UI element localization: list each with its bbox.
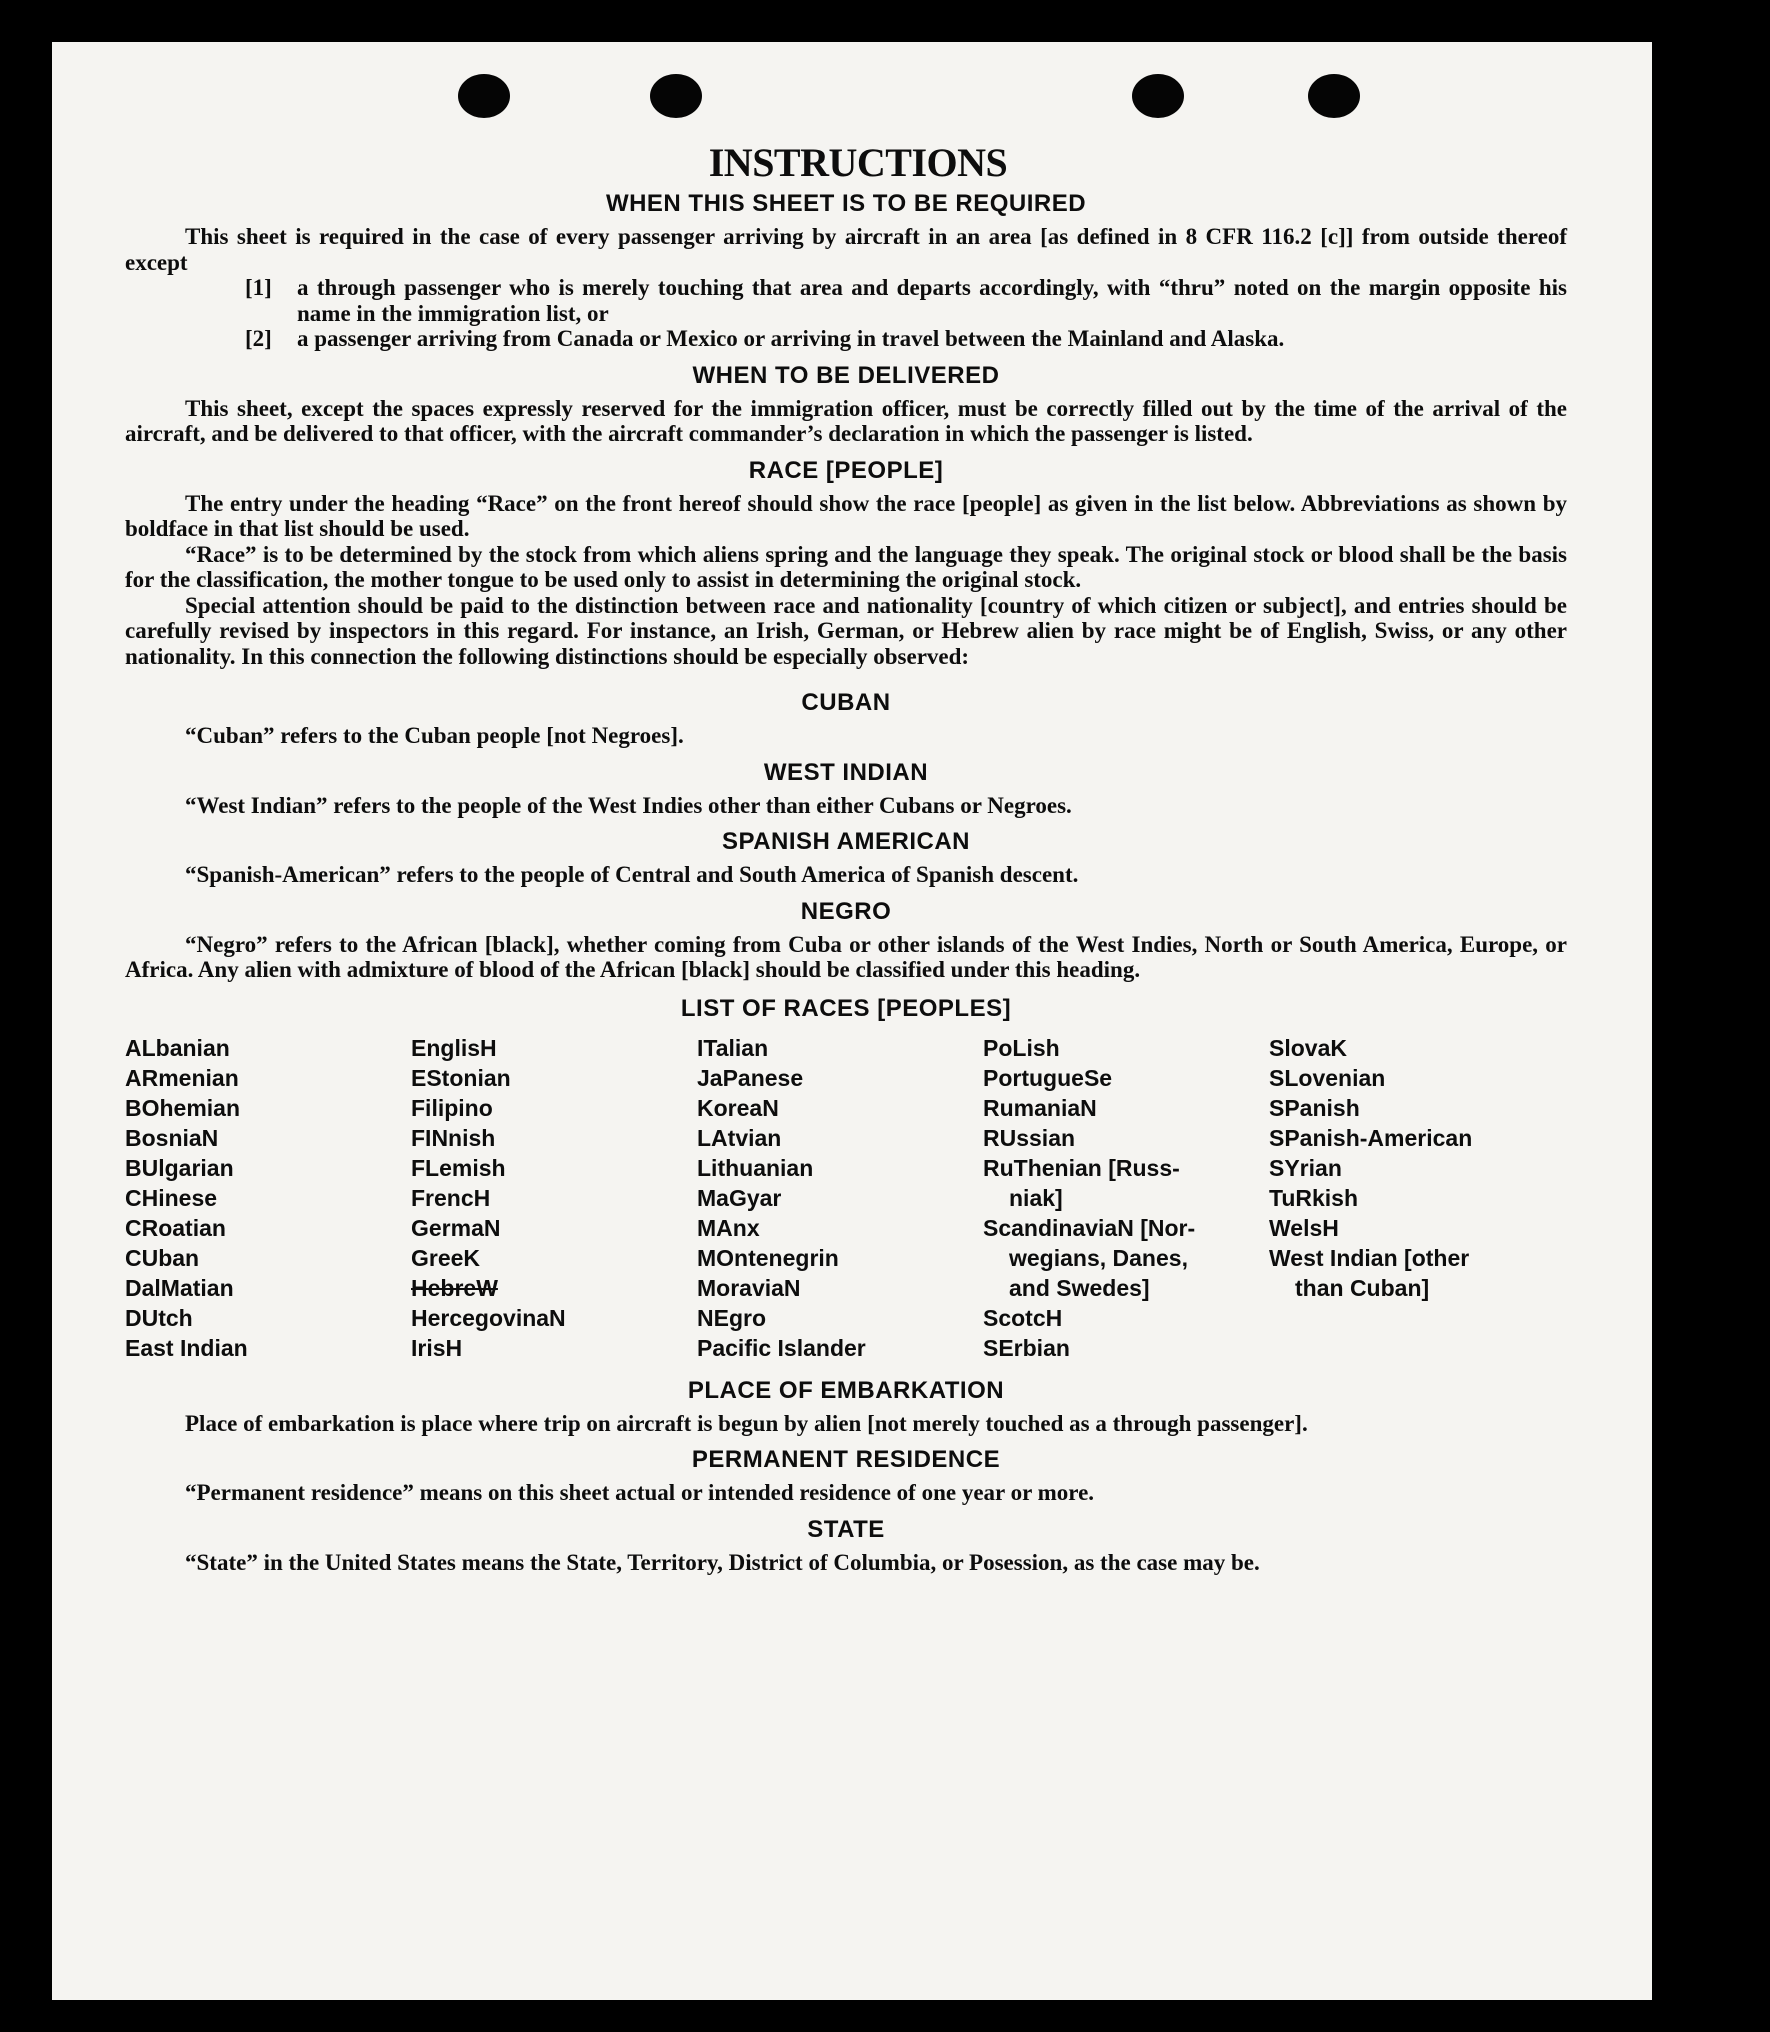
paragraph-when-delivered: This sheet, except the spaces expressly reserved for the immigration officer, must be correctly filled out by the time of the arrival of the aircraft, and be delivered to that officer, with the aircraft commander’s declaration in which the passenger is listed. bbox=[125, 395, 1567, 446]
exception-item-1 bbox=[125, 275, 1567, 326]
paragraph-embarkation: Place of embarkation is place where trip on aircraft is begun by alien [not merely touched as a through passenger]. bbox=[185, 1410, 1308, 1436]
race-item: RuThenian [Russ- bbox=[983, 1154, 1180, 1181]
paragraph-state: “State” in the United States means the State, Territory, District of Columbia, or Posession, as the case may be. bbox=[185, 1549, 1260, 1575]
races-list bbox=[125, 1033, 1567, 1363]
race-item: FINnish bbox=[411, 1124, 496, 1151]
race-item: MAnx bbox=[697, 1214, 760, 1241]
paragraph-negro: “Negro” refers to the African [black], whether coming from Cuba or other islands of the West Indies, North or South America, Europe, or Africa. Any alien with admixture of blood of the African [black] should be classified under this heading. bbox=[125, 931, 1567, 982]
race-item: GreeK bbox=[411, 1244, 481, 1271]
race-item: ScandinaviaN [Nor- bbox=[983, 1214, 1196, 1241]
paragraph-race-2: “Race” is to be determined by the stock from which aliens spring and the language they speak. The original stock or blood shall be the basis for the classification, the mother tongue to be used only to assist in determining the original stock. bbox=[125, 541, 1567, 592]
heading-race: RACE [PEOPLE] bbox=[748, 456, 944, 484]
race-item: ALbanian bbox=[125, 1034, 230, 1061]
item-number: [2] bbox=[245, 326, 272, 351]
item-text: a passenger arriving from Canada or Mexico or arriving in travel between the Mainland and Alaska. bbox=[297, 326, 1285, 351]
race-item: CRoatian bbox=[125, 1214, 226, 1241]
race-item: DUtch bbox=[125, 1304, 193, 1331]
race-item: West Indian [other bbox=[1269, 1244, 1470, 1271]
heading-cuban: CUBAN bbox=[801, 689, 891, 716]
races-column-1 bbox=[125, 1033, 411, 1363]
race-item: SErbian bbox=[983, 1334, 1070, 1361]
races-column-3 bbox=[697, 1033, 983, 1363]
exception-item-2 bbox=[125, 326, 1567, 352]
race-item-continued: niak] bbox=[1009, 1184, 1063, 1211]
punch-hole bbox=[1132, 74, 1184, 118]
race-item: FrencH bbox=[411, 1184, 491, 1211]
race-item: FLemish bbox=[411, 1154, 506, 1181]
heading-embarkation: PLACE OF EMBARKATION bbox=[687, 1376, 1005, 1404]
race-item: Pacific Islander bbox=[697, 1334, 866, 1361]
race-item: NEgro bbox=[697, 1304, 766, 1331]
heading-state: STATE bbox=[807, 1515, 885, 1543]
punch-hole bbox=[458, 74, 510, 118]
race-item: HercegovinaN bbox=[411, 1304, 566, 1331]
paragraph-permanent-residence: “Permanent residence” means on this sheet actual or intended residence of one year or more. bbox=[185, 1480, 1095, 1505]
page-title: INSTRUCTIONS bbox=[708, 140, 1008, 185]
paragraph-race-1: The entry under the heading “Race” on the front hereof should show the race [people] as given in the list below. Abbreviations as shown by boldface in that list should be used. bbox=[125, 490, 1567, 541]
race-item: BOhemian bbox=[125, 1094, 241, 1121]
paragraph-when-required: This sheet is required in the case of every passenger arriving by aircraft in an area [as defined in 8 CFR 116.2 [c]] from outside thereof except bbox=[125, 224, 1567, 275]
race-item: ITalian bbox=[697, 1034, 769, 1061]
race-item: RumaniaN bbox=[983, 1094, 1097, 1121]
heading-negro: NEGRO bbox=[800, 897, 892, 925]
race-item: LAtvian bbox=[697, 1124, 782, 1151]
heading-when-required: WHEN THIS SHEET IS TO BE REQUIRED bbox=[605, 190, 1087, 217]
race-item: ScotcH bbox=[983, 1304, 1063, 1331]
paragraph-race-3: Special attention should be paid to the distinction between race and nationality [country of which citizen or subject], and entries should be carefully revised by inspectors in this regard. For instance, an Irish, German, or Hebrew alien by race might be of English, Swiss, or any other nationality. In this connection the following distinctions should be especially observed: bbox=[125, 592, 1567, 669]
race-item: SPanish bbox=[1269, 1094, 1360, 1121]
race-item: Lithuanian bbox=[697, 1154, 814, 1181]
race-item: WelsH bbox=[1269, 1214, 1339, 1241]
race-item: SlovaK bbox=[1269, 1034, 1347, 1061]
race-item: IrisH bbox=[411, 1334, 463, 1361]
race-item: Filipino bbox=[411, 1094, 493, 1121]
race-item: DalMatian bbox=[125, 1274, 234, 1301]
race-item: PoLish bbox=[983, 1034, 1060, 1061]
race-item-struck: HebreW bbox=[411, 1274, 498, 1301]
race-item: CUban bbox=[125, 1244, 200, 1271]
paragraph-west-indian: “West Indian” refers to the people of the West Indies other than either Cubans or Negroes. bbox=[185, 792, 1072, 818]
race-item: East Indian bbox=[125, 1334, 248, 1361]
race-item: BUlgarian bbox=[125, 1154, 234, 1181]
item-number: [1] bbox=[245, 275, 272, 300]
race-item: MaGyar bbox=[697, 1184, 782, 1211]
race-item-continued: and Swedes] bbox=[1009, 1274, 1150, 1301]
race-item: TuRkish bbox=[1269, 1184, 1359, 1211]
paragraph-cuban: “Cuban” refers to the Cuban people [not Negroes]. bbox=[185, 723, 684, 748]
race-item: CHinese bbox=[125, 1184, 218, 1211]
race-item: EStonian bbox=[411, 1064, 511, 1091]
race-item-continued: wegians, Danes, bbox=[1009, 1244, 1188, 1271]
heading-west-indian: WEST INDIAN bbox=[763, 758, 929, 786]
races-column-2 bbox=[411, 1033, 697, 1363]
heading-spanish-american: SPANISH AMERICAN bbox=[721, 828, 970, 855]
race-item: MOntenegrin bbox=[697, 1244, 839, 1271]
race-item: ARmenian bbox=[125, 1064, 239, 1091]
paragraph-spanish-american: “Spanish-American” refers to the people of Central and South America of Spanish descent. bbox=[185, 862, 1079, 887]
heading-permanent-residence: PERMANENT RESIDENCE bbox=[691, 1446, 1001, 1473]
race-item: SYrian bbox=[1269, 1154, 1342, 1181]
race-item: JaPanese bbox=[697, 1064, 804, 1091]
races-column-5 bbox=[1269, 1033, 1567, 1363]
item-text: a through passenger who is merely touching that area and departs accordingly, with “thru” noted on the margin opposite his name in the immigration list, or bbox=[297, 275, 1567, 326]
instructions-text bbox=[125, 140, 1567, 1575]
punch-hole bbox=[1308, 74, 1360, 118]
race-item: PortugueSe bbox=[983, 1064, 1113, 1091]
race-item: RUssian bbox=[983, 1124, 1076, 1151]
race-item: MoraviaN bbox=[697, 1274, 801, 1301]
document-page bbox=[52, 42, 1652, 2000]
race-item: SPanish-American bbox=[1269, 1124, 1473, 1151]
race-item: SLovenian bbox=[1269, 1064, 1386, 1091]
heading-list-of-races: LIST OF RACES [PEOPLES] bbox=[680, 994, 1012, 1022]
race-item: EnglisH bbox=[411, 1034, 497, 1061]
race-item: GermaN bbox=[411, 1214, 501, 1241]
races-column-4 bbox=[983, 1033, 1269, 1363]
punch-hole bbox=[650, 74, 702, 118]
heading-when-delivered: WHEN TO BE DELIVERED bbox=[692, 361, 1000, 389]
race-item-continued: than Cuban] bbox=[1295, 1274, 1430, 1301]
race-item: BosniaN bbox=[125, 1124, 219, 1151]
race-item: KoreaN bbox=[697, 1094, 779, 1121]
